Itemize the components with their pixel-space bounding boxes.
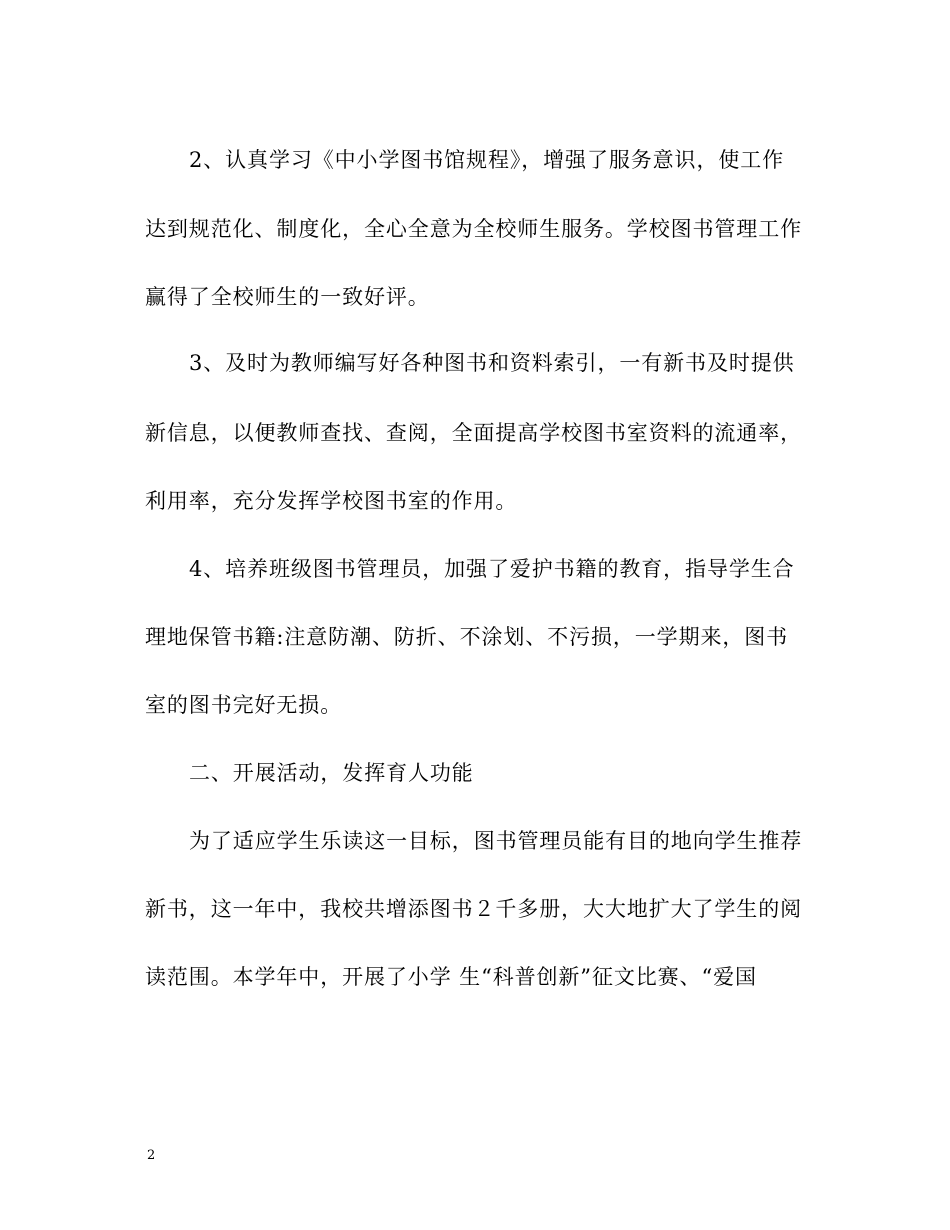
paragraph-line: 赢得了全校师生的一致好评。 — [145, 285, 430, 309]
paragraph-line: 3、及时为教师编写好各种图书和资料索引，一有新书及时提供 — [189, 351, 795, 375]
paragraph-line: 新书，这一年中，我校共增添图书２千多册，大大地扩大了学生的阅 — [145, 897, 802, 921]
section-heading: 二、开展活动，发挥育人功能 — [189, 761, 474, 785]
paragraph-line: 为了适应学生乐读这一目标，图书管理员能有目的地向学生推荐 — [189, 829, 803, 853]
paragraph-line: 理地保管书籍:注意防潮、防折、不涂划、不污损，一学期来，图书 — [145, 625, 789, 649]
paragraph-line: 达到规范化、制度化，全心全意为全校师生服务。学校图书管理工作 — [145, 217, 802, 241]
paragraph-line: 室的图书完好无损。 — [145, 693, 343, 717]
paragraph-line: 4、培养班级图书管理员，加强了爱护书籍的教育，指导学生合 — [189, 557, 795, 581]
paragraph-line: 2、认真学习《中小学图书馆规程》，增强了服务意识，使工作 — [189, 148, 785, 172]
page-number: 2 — [147, 1148, 156, 1163]
paragraph-line: 读范围。本学年中，开展了小学 生“科普创新”征文比赛、“爱国 — [145, 965, 757, 989]
paragraph-line: 利用率，充分发挥学校图书室的作用。 — [145, 489, 518, 513]
paragraph-line: 新信息，以便教师查找、查阅，全面提高学校图书室资料的流通率， — [145, 421, 802, 445]
